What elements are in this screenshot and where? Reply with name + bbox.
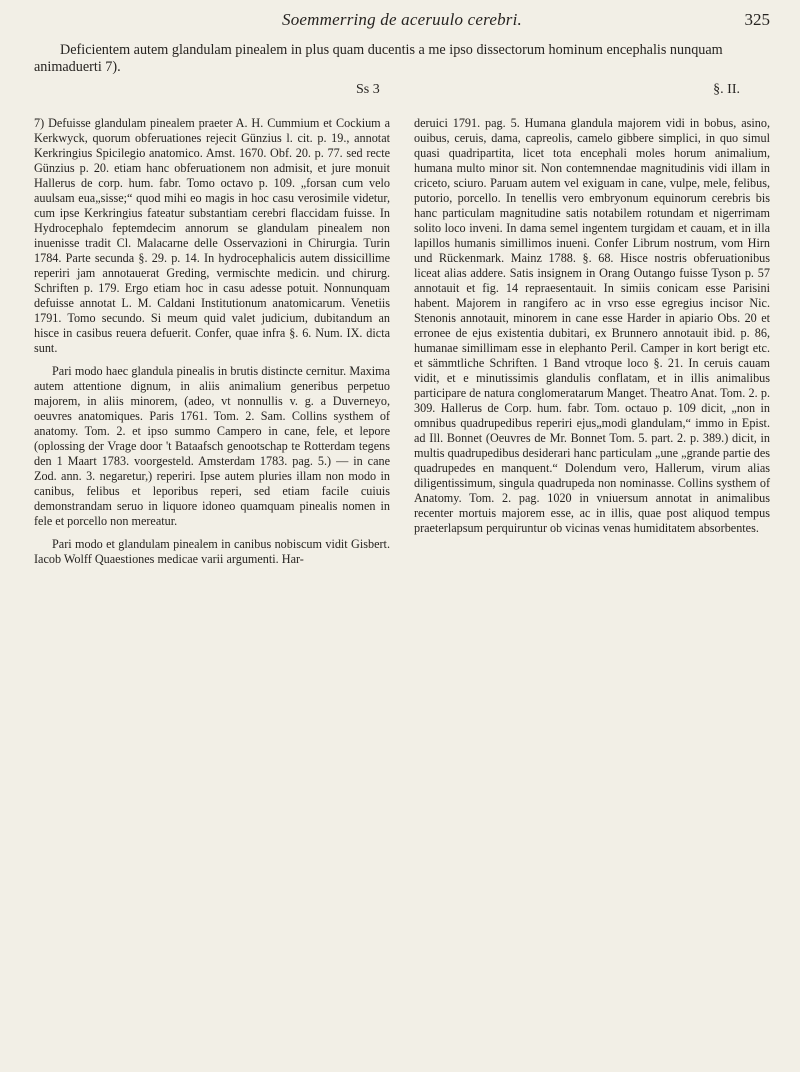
- footnote-paragraph: 7) Defuisse glandulam pinealem praeter A. H. Cummium et Cockium a Kerkwyck, quorum obferuationes rejecit Günzius l. cit. p. 19., annotat Kerkringius Spicilegio anatomico. Amst. 1670. Obf. 20. p. 77. sed recte Günzius p. 20. etiam hanc obferuationem non admisit, et jure monuit Hallerus de corp. hum. fabr. Tomo octavo p. 109. „forsan cum velo auulsam eua„sisse;“ quod mihi eo magis in hoc casu verosimile videtur, cum ipse Kerkringius fateatur substantiam cerebri flaccidam fuisse. In Hydrocephalo feptemdecim annorum se glandulam pinealem non inuenisse tradit Cl. Malacarne delle Osservazioni in Chirurgia. Turin 1784. Parte secunda §. 29. p. 14. In hydrocephalicis autem dissicillime reperiri jam annotauerat Greding, vermischte medicin. und chirurg. Schriften p. 179. Ergo etiam hoc in casu adesse potuit. Nonnunquam defuisse annotat L. M. Caldani Institutionum anatomicarum. Venetiis 1791. Tomo secundo. Si meum quid valet judicium, dubitandum an hisce in casibus reuera defuerit. Confer, quae infra §. 6. Num. IX. dicta sunt.: [34, 116, 390, 355]
- footnote-paragraph: Pari modo haec glandula pinealis in brutis distincte cernitur. Maxima autem attentione dignum, in aliis animalium generibus perpetuo majorem, in aliis minorem, (adeo, vt nonnullis v. g. a Duverneyo, oeuvres anatomiques. Paris 1761. Tom. 2. Sam. Collins systhem of anatomy. Tom. 2. et ipso summo Campero in cane, fele, et lepore (oplossing der Vrage door 't Bataafsch genootschap te Rotterdam tegens den 1 Maart 1783. voorgesteld. Amsterdam 1783. pag. 5.) — in cane Zod. ann. 3. negaretur,) reperiri. Ipse autem pluries illam non modo in canibus, felibus et leporibus reperi, sed etiam facile cuiuis demonstrandam seruo in liquore idoneo quamquam pinealis nomen in fele et porcello non mereatur.: [34, 364, 390, 528]
- intro-paragraph: Deficientem autem glandulam pinealem in plus quam ducentis a me ipso dissectorum hominum encephalis nunquam animaduerti 7).: [34, 42, 723, 75]
- footnote-paragraph: Pari modo et glandulam pinealem in canibus nobiscum vidit Gisbert. Iacob Wolff Quaestiones medicae varii argumenti. Har-: [34, 537, 390, 566]
- right-column: [414, 116, 770, 1058]
- page-number: 325: [744, 10, 770, 29]
- left-column: [34, 116, 390, 1058]
- running-title: Soemmerring de aceruulo cerebri.: [282, 10, 522, 29]
- signature-line: [34, 82, 770, 100]
- footnote-columns: [34, 116, 770, 1058]
- signature-mark: Ss 3: [356, 82, 380, 97]
- running-head: [34, 10, 770, 32]
- catchword: §. II.: [713, 82, 740, 97]
- footnote-paragraph: deruici 1791. pag. 5. Humana glandula majorem vidi in bobus, asino, ouibus, ceruis, dama, capreolis, camelo gibbere simplici, in quo simul quasi quadripartita, licet tota encephali moles horum animalium, humana multo minor sit. Non contemnendae magnitudinis vidi illam in criceto, sciuro. Paruam autem vel exiguam in cane, vulpe, mele, felibus, putorio, porcello. In tenellis vero embryonum equinorum cerebris bis hanc particulam magnitudine satis notabilem rotundam et nigerrimam solito loco inveni. In dama semel ingentem turgidam et cauam, et in illa lapillos humanis simillimos inueni. Confer Librum nostrum, vom Hirn und Rückenmark. Mainz 1788. §. 68. Hisce nostris obferuationibus liceat alias addere. Satis insignem in Orang Outango fuisse Tyson p. 57 annotauit et fig. 14 repraesentauit. In simiis conicam esse Parisini habent. Majorem in rangifero ac in vrso esse egregius incisor Nic. Stenonis annotauit, minorem in cane esse Harder in apiario Obs. 20 et erronee de ejus existentia dubitari, ex Brunnero annotauit ibid. p. 86, humanae simillimam esse in elephanto Peril. Camper in kort berigt etc. et sämmtliche Schriften. 1 Band vtroque loco §. 21. In ceruis cauam vidit, et e minutissimis glandulis conflatam, et in illis animalibus participare de natura conglomeratarum Manget. Theatro Anat. Tom. 2. p. 309. Hallerus de Corp. hum. fabr. Tom. octauo p. 109 dicit, „non in omnibus quadrupedibus reperiri ejus„modi glandulam,“ immo in Epist. ad Ill. Bonnet (Oeuvres de Mr. Bonnet Tom. 5. part. 2. p. 389.) dicit, in multis quadrupedibus desiderari hanc particulam „une „grande partie des quadrupedes en manquent.“ Dolendum vero, Hallerum, virum alias diligentissimum, singula quadrupeda non nominasse. Collins systhem of Anatomy. Tom. 2. pag. 1020 in vniuersum annotat in animalibus recenter mortuis majorem esse, ac in illis, quae post aliquod tempus praeterlapsum perquiruntur ob vicinas venas humiditatem absorbentes.: [414, 116, 770, 535]
